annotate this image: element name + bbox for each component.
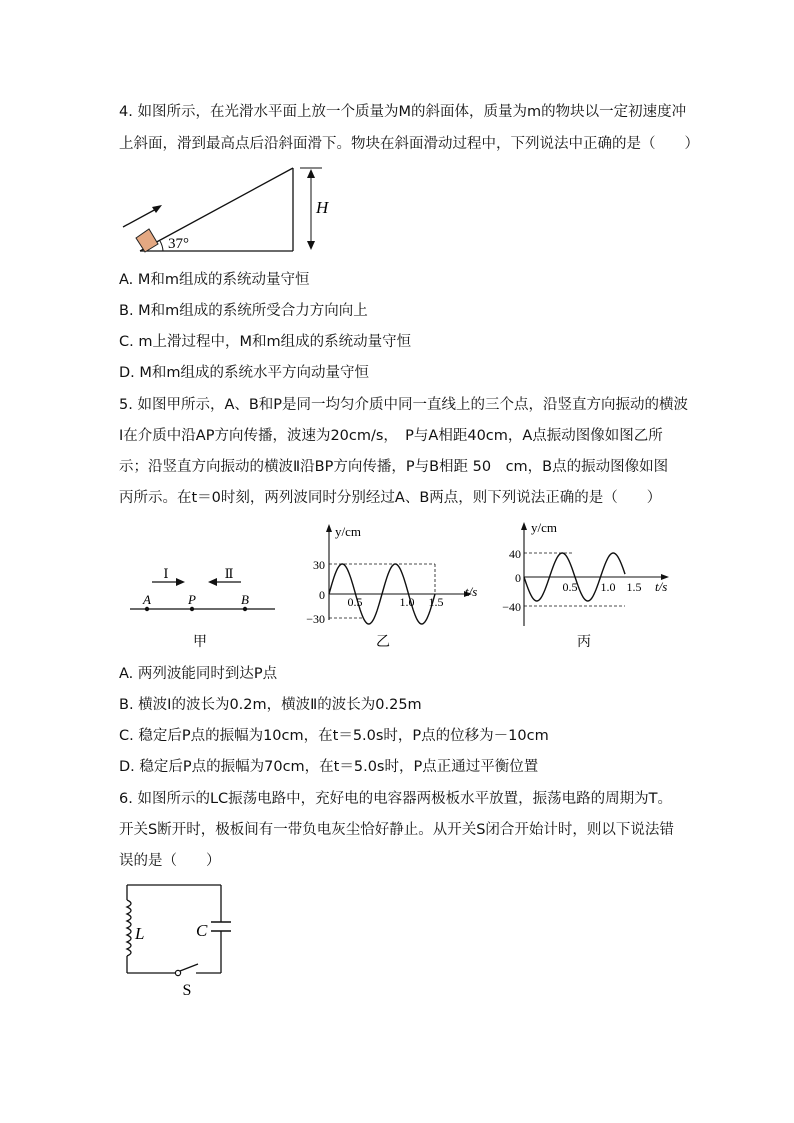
figure-bing-caption: 丙 <box>577 635 591 650</box>
point-p-dot <box>190 607 194 611</box>
block-shape <box>136 229 158 252</box>
q4-stem-line-1: 4. 如图所示，在光滑水平面上放一个质量为M的斜面体，质量为m的物块以一定初速度冲 <box>119 104 687 120</box>
figure-jia-caption: 甲 <box>193 635 207 650</box>
q5-option-b: B. 横波Ⅰ的波长为0.2m，横波Ⅱ的波长为0.25m <box>119 697 422 713</box>
tick-y-max: 30 <box>313 558 325 572</box>
tick-x-3: 1.5 <box>626 580 642 594</box>
tick-y-min: −40 <box>502 600 521 614</box>
incline-triangle <box>140 168 293 251</box>
velocity-arrow <box>123 205 162 227</box>
tick-y-max: 40 <box>509 547 521 561</box>
q5-figure-bing <box>497 518 687 652</box>
x-axis-label: t/s <box>655 579 668 594</box>
capacitor-label: C <box>196 921 208 940</box>
tick-x-3: 1.5 <box>428 595 444 609</box>
q5-option-c: C. 稳定后P点的振幅为10cm，在t＝5.0s时，P点的位移为－10cm <box>119 728 549 744</box>
q6-stem-line-3: 误的是（ ） <box>119 853 221 869</box>
point-b-label: B <box>241 592 249 607</box>
y-axis-label: y/cm <box>531 520 557 535</box>
q5-stem-line-4: 丙所示。在t＝0时刻，两列波同时分别经过A、B两点，则下列说法正确的是（ ） <box>119 490 662 506</box>
height-label: H <box>316 198 329 217</box>
tick-origin: 0 <box>319 588 325 602</box>
figure-yi-caption: 乙 <box>376 635 390 650</box>
switch-label: S <box>182 982 192 999</box>
dashed-guides <box>329 564 435 618</box>
y-axis-label: y/cm <box>335 524 361 539</box>
wave-2-label: Ⅱ <box>224 566 234 581</box>
q4-option-b: B. M和m组成的系统所受合力方向向上 <box>119 303 368 319</box>
q4-incline-figure <box>110 160 340 260</box>
q4-option-a: A. M和m组成的系统动量守恒 <box>119 272 310 288</box>
point-a-dot <box>145 607 149 611</box>
inductor-coil <box>127 900 131 956</box>
q4-option-d: D. M和m组成的系统水平方向动量守恒 <box>119 365 370 381</box>
point-p-label: P <box>188 592 196 607</box>
inductor-label: L <box>135 924 145 943</box>
q5-option-a: A. 两列波能同时到达P点 <box>119 666 278 682</box>
q5-stem-line-1: 5. 如图甲所示，A、B和P是同一均匀介质中同一直线上的三个点，沿竖直方向振动的横波 <box>119 397 689 413</box>
q5-figure-jia <box>125 560 285 655</box>
tick-origin: 0 <box>515 571 521 585</box>
point-a-label: A <box>143 592 151 607</box>
angle-label: 37° <box>168 236 189 252</box>
capacitor-plates <box>211 922 231 931</box>
q6-stem-line-2: 开关S断开时，极板间有一带负电灰尘恰好静止。从开关S闭合开始计时，则以下说法错 <box>119 822 674 838</box>
q5-figure-yi <box>295 522 490 652</box>
switch-blade <box>180 964 198 971</box>
tick-x-2: 1.0 <box>399 595 415 609</box>
tick-x-2: 1.0 <box>600 580 616 594</box>
x-axis-label: t/s <box>465 584 478 599</box>
tick-x-1: 0.5 <box>562 580 578 594</box>
tick-y-min: −30 <box>306 612 325 626</box>
angle-arc <box>160 241 163 251</box>
q5-stem-line-3: 示；沿竖直方向振动的横波Ⅱ沿BP方向传播，P与B相距 50 cm，B点的振动图像如图 <box>119 459 669 475</box>
q5-option-d: D. 稳定后P点的振幅为70cm，在t＝5.0s时，P点正通过平衡位置 <box>119 759 539 775</box>
point-b-dot <box>243 607 247 611</box>
q4-stem-line-2: 上斜面，滑到最高点后沿斜面滑下。物块在斜面滑动过程中，下列说法中正确的是（ ） <box>119 136 699 152</box>
wave-1-label: Ⅰ <box>163 566 169 581</box>
tick-x-1: 0.5 <box>347 595 363 609</box>
axes <box>521 522 669 626</box>
switch-pivot <box>175 970 180 975</box>
q4-option-c: C. m上滑过程中，M和m组成的系统动量守恒 <box>119 334 412 350</box>
q6-lc-circuit-figure <box>110 878 255 1003</box>
q5-stem-line-2: Ⅰ在介质中沿AP方向传播，波速为20cm/s， P与A相距40cm，A点振动图像如图乙所 <box>119 428 663 444</box>
q6-stem-line-1: 6. 如图所示的LC振荡电路中，充好电的电容器两极板水平放置，振荡电路的周期为T。 <box>119 791 673 807</box>
